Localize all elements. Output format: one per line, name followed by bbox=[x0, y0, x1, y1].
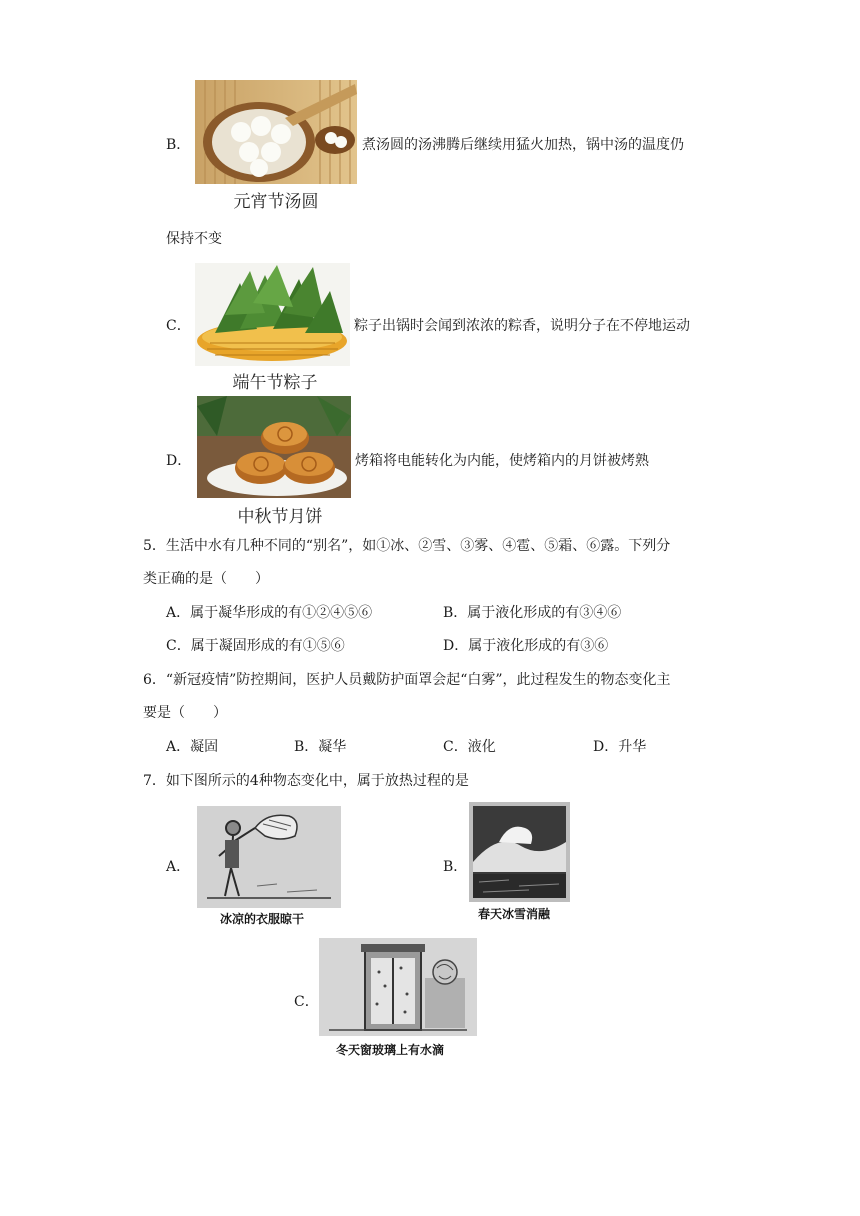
mooncake-image bbox=[197, 396, 351, 498]
q7-option-a-label: A． bbox=[166, 859, 191, 875]
q4-option-c-text: 粽子出锅时会闻到浓浓的粽香，说明分子在不停地运动 bbox=[354, 318, 690, 334]
q5-stem-line2: 类正确的是（ ） bbox=[143, 571, 269, 587]
window-droplets-image bbox=[319, 938, 477, 1036]
snow-melting-image bbox=[469, 802, 570, 902]
q6-option-c: C．液化 bbox=[443, 739, 496, 755]
q4-option-b-text-line2: 保持不变 bbox=[166, 231, 222, 247]
q5-option-a: A．属于凝华形成的有①②④⑤⑥ bbox=[166, 605, 373, 621]
q7-option-b-label: B． bbox=[443, 859, 468, 875]
q6-option-d: D．升华 bbox=[593, 739, 647, 755]
q7-stem: 7．如下图所示的4种物态变化中，属于放热过程的是 bbox=[143, 773, 469, 789]
tangyuan-caption: 元宵节汤圆 bbox=[233, 192, 319, 212]
q4-option-b-text-line1: 煮汤圆的汤沸腾后继续用猛火加热，锅中汤的温度仍 bbox=[362, 137, 684, 153]
q5-option-d: D．属于液化形成的有③⑥ bbox=[443, 638, 609, 654]
q4-option-d-text: 烤箱将电能转化为内能，使烤箱内的月饼被烤熟 bbox=[355, 453, 649, 469]
snow-melting-caption: 春天冰雪消融 bbox=[477, 907, 550, 921]
q5-option-c: C．属于凝固形成的有①⑤⑥ bbox=[166, 638, 345, 654]
q6-option-a: A．凝固 bbox=[166, 739, 219, 755]
q6-stem-line1: 6．“新冠疫情”防控期间，医护人员戴防护面罩会起“白雾”，此过程发生的物态变化主 bbox=[143, 672, 671, 688]
window-droplets-caption: 冬天窗玻璃上有水滴 bbox=[335, 1043, 444, 1057]
mooncake-caption: 中秋节月饼 bbox=[237, 507, 323, 527]
tangyuan-image bbox=[195, 80, 357, 184]
q6-option-b: B．凝华 bbox=[294, 739, 347, 755]
q5-option-b: B．属于液化形成的有③④⑥ bbox=[443, 605, 622, 621]
q6-stem-line2: 要是（ ） bbox=[143, 705, 227, 721]
q5-stem-line1: 5．生活中水有几种不同的“别名”，如①冰、②雪、③雾、④雹、⑤霜、⑥露。下列分 bbox=[143, 538, 671, 554]
q4-option-b-label: B． bbox=[166, 137, 191, 153]
q4-option-d-label: D． bbox=[166, 453, 192, 469]
q4-option-c-label: C． bbox=[166, 318, 191, 334]
drying-clothes-image bbox=[197, 806, 341, 908]
drying-clothes-caption: 冰凉的衣服晾干 bbox=[219, 912, 304, 926]
q7-option-c-label: C． bbox=[294, 994, 319, 1010]
zongzi-image bbox=[195, 263, 350, 366]
zongzi-caption: 端午节粽子 bbox=[232, 373, 318, 393]
